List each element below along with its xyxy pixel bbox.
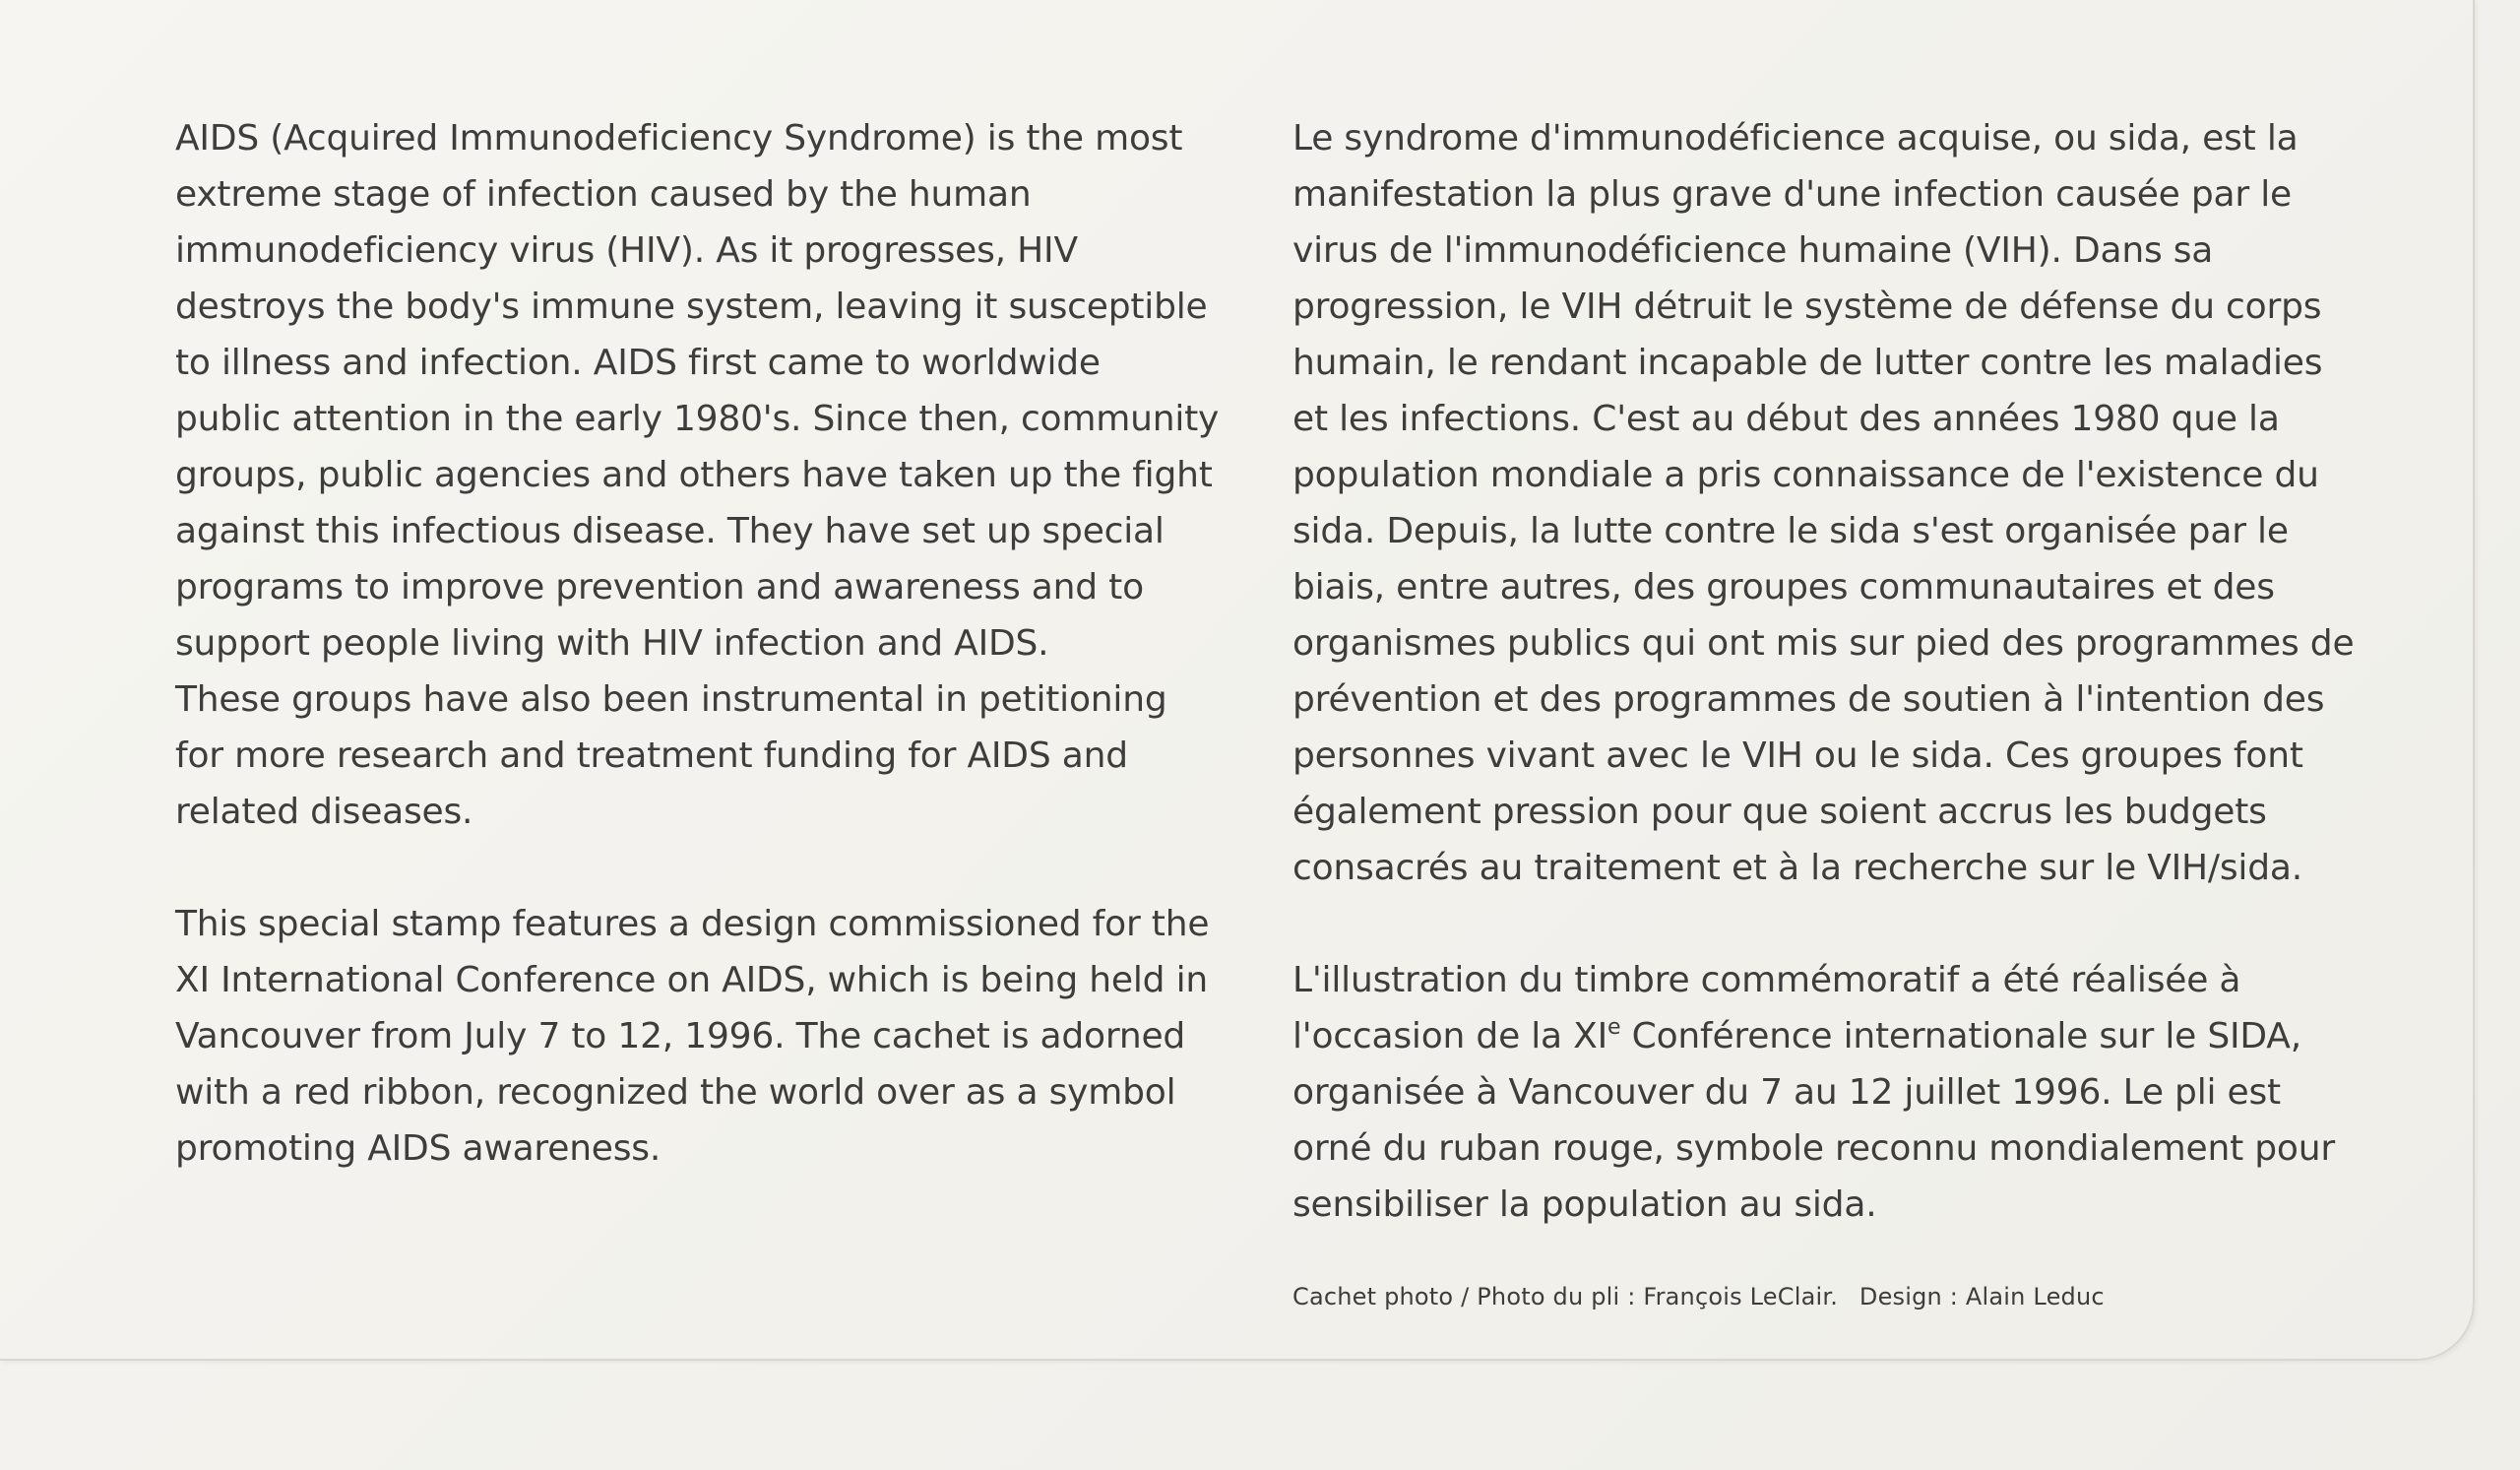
french-paragraph-2-rest: organisée à Vancouver du 7 au 12 juillet 1996. Le pli est orné du ruban rouge, symbole reconnu mondialement pour sensibiliser la population au sida. [1292,1072,2335,1225]
french-paragraph-2-line-1: L'illustration du timbre commémoratif a été réalisée à [1292,960,2241,1000]
french-paragraph-2-line-2-prefix: l'occasion de la XI [1292,1016,1608,1056]
english-paragraph-2: This special stamp features a design commissioned for the XI International Conference on AIDS, which is being held in Vancouver from July 7 to 12, 1996. The cachet is adorned with a red ribbon, recognized the world over as a symbol promoting AIDS awareness. [175,904,1210,1169]
french-paragraph-2-line-2-suffix: Conférence internationale sur le SIDA, [1620,1016,2301,1056]
design-credit: Design : Alain Leduc [1858,1283,2105,1310]
english-text-column [175,110,1238,1233]
photo-credit: Cachet photo / Photo du pli : François LeClair. [1292,1283,1839,1310]
ordinal-superscript: e [1607,1015,1621,1040]
french-paragraph-2 [1292,952,2356,1233]
french-paragraph-1: Le syndrome d'immunodéficience acquise, ou sida, est la manifestation la plus grave d'une infection causée par le virus de l'immunodéficience humaine (VIH). Dans sa progression, le VIH détruit le système de défense du corps humain, le rendant incapable de lutter contre les maladies et les infections. C'est au début des années 1980 que la population mondiale a pris connaissance de l'existence du sida. Depuis, la lutte contre le sida s'est organisée par le biais, entre autres, des groupes communautaires et des organismes publics qui ont mis sur pied des programmes de prévention et des programmes de soutien à l'intention des personnes vivant avec le VIH ou le sida. Ces groupes font également pression pour que soient accrus les budgets consacrés au traitement et à la recherche sur le VIH/sida. [1292,118,2355,888]
english-paragraph-1: AIDS (Acquired Immunodeficiency Syndrome) is the most extreme stage of infection caused by the human immunodeficiency virus (HIV). As it progresses, HIV destroys the body's immune system, leaving it susceptible to illness and infection. AIDS first came to worldwide public attention in the early 1980's. Since then, community groups, public agencies and others have taken up the fight against this infectious disease. They have set up special programs to improve prevention and awareness and to support people living with HIV infection and AIDS. These groups have also been instrumental in petitioning for more research and treatment funding for AIDS and related diseases. [175,118,1220,832]
french-text-column [1292,110,2356,1289]
credits-line [1292,1283,2118,1310]
